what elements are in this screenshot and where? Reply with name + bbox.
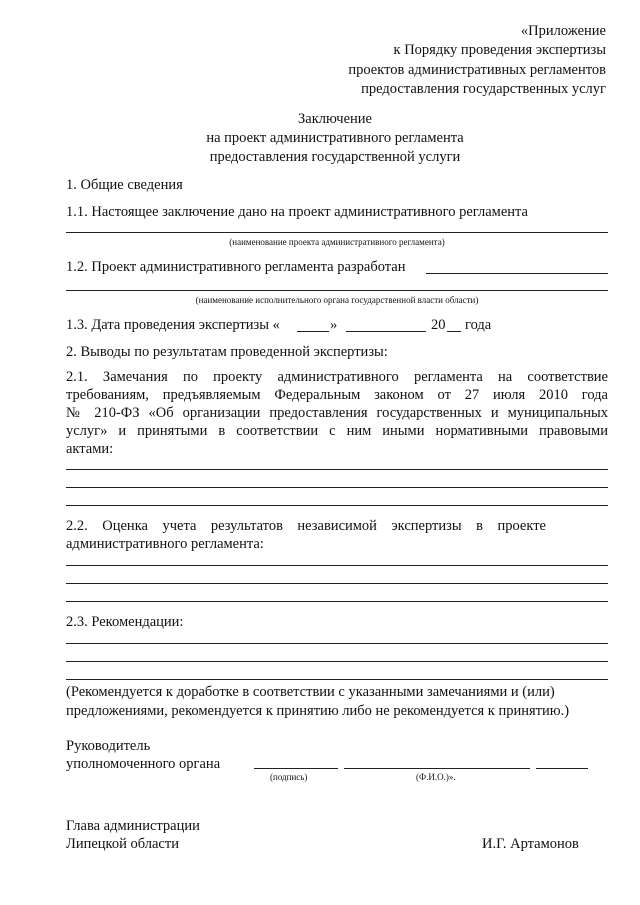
title-line-2: на проект административного регламента bbox=[206, 130, 464, 146]
caption-fio: (Ф.И.О.)». bbox=[416, 772, 456, 782]
date-year-blank bbox=[447, 331, 461, 332]
signer-title-line-1: Руководитель bbox=[66, 738, 151, 754]
section-2-heading: 2. Выводы по результатам проведенной экспертизы: bbox=[66, 344, 388, 360]
signature-line bbox=[254, 768, 338, 769]
fill-line bbox=[66, 290, 608, 291]
section-1-3-text: 1.3. Дата проведения экспертизы « bbox=[66, 317, 280, 333]
fill-line bbox=[66, 643, 608, 644]
fill-line bbox=[66, 679, 608, 680]
fill-line bbox=[66, 232, 608, 233]
fill-line bbox=[66, 505, 608, 506]
caption-signature: (подпись) bbox=[270, 772, 308, 782]
date-quote-close: » bbox=[330, 317, 338, 333]
title-line-3: предоставления государственной услуги bbox=[209, 149, 461, 165]
section-2-2-line-2: административного регламента: bbox=[66, 536, 264, 552]
header-line-3: проектов административных регламентов bbox=[348, 62, 606, 78]
section-1-1-text: 1.1. Настоящее заключение дано на проект административного регламента bbox=[66, 204, 528, 220]
section-2-1-line-1: 2.1. Замечания по проекту административного регламента на соответствие bbox=[66, 369, 608, 385]
section-2-2-line-1: 2.2. Оценка учета результатов независимой экспертизы в проекте bbox=[66, 518, 546, 534]
signer-title-line-2: уполномоченного органа bbox=[66, 756, 221, 772]
header-line-4: предоставления государственных услуг bbox=[361, 81, 606, 97]
fill-line bbox=[66, 661, 608, 662]
date-month-blank bbox=[346, 331, 426, 332]
caption-regulation-name: (наименование проекта административного регламента) bbox=[229, 237, 445, 247]
note-line-1: (Рекомендуется к доработке в соответствии с указанными замечаниями и (или) bbox=[66, 684, 555, 700]
head-name: И.Г. Артамонов bbox=[482, 836, 579, 852]
fill-line bbox=[66, 469, 608, 470]
name-line bbox=[344, 768, 530, 769]
caption-authority-name: (наименование исполнительного органа государственной власти области) bbox=[195, 295, 479, 305]
fill-line bbox=[66, 601, 608, 602]
date-day-blank bbox=[297, 331, 329, 332]
header-line-1: «Приложение bbox=[520, 23, 606, 39]
section-2-3-heading: 2.3. Рекомендации: bbox=[66, 614, 184, 630]
section-2-1-line-3: № 210-ФЗ «Об организации предоставления государственных и муниципальных bbox=[66, 405, 608, 421]
section-1-heading: 1. Общие сведения bbox=[66, 177, 183, 193]
section-2-1-line-5: актами: bbox=[66, 441, 114, 457]
extra-line bbox=[536, 768, 588, 769]
section-1-2-text: 1.2. Проект административного регламента разработан bbox=[66, 259, 406, 275]
section-2-1-line-4: услуг» и принятыми в соответствии с ним иными нормативными правовыми bbox=[66, 423, 608, 439]
date-year-word: года bbox=[465, 317, 492, 333]
head-title-line-1: Глава администрации bbox=[66, 818, 200, 834]
title-line-1: Заключение bbox=[298, 111, 372, 127]
fill-line bbox=[66, 583, 608, 584]
header-line-2: к Порядку проведения экспертизы bbox=[393, 42, 606, 58]
fill-line bbox=[426, 273, 608, 274]
head-title-line-2: Липецкой области bbox=[66, 836, 179, 852]
section-2-1-line-2: требованиям, предъявляемым Федеральным законом от 27 июля 2010 года bbox=[66, 387, 608, 403]
fill-line bbox=[66, 565, 608, 566]
date-year-prefix: 20 bbox=[431, 317, 446, 333]
fill-line bbox=[66, 487, 608, 488]
note-line-2: предложениями, рекомендуется к принятию либо не рекомендуется к принятию.) bbox=[66, 703, 570, 719]
